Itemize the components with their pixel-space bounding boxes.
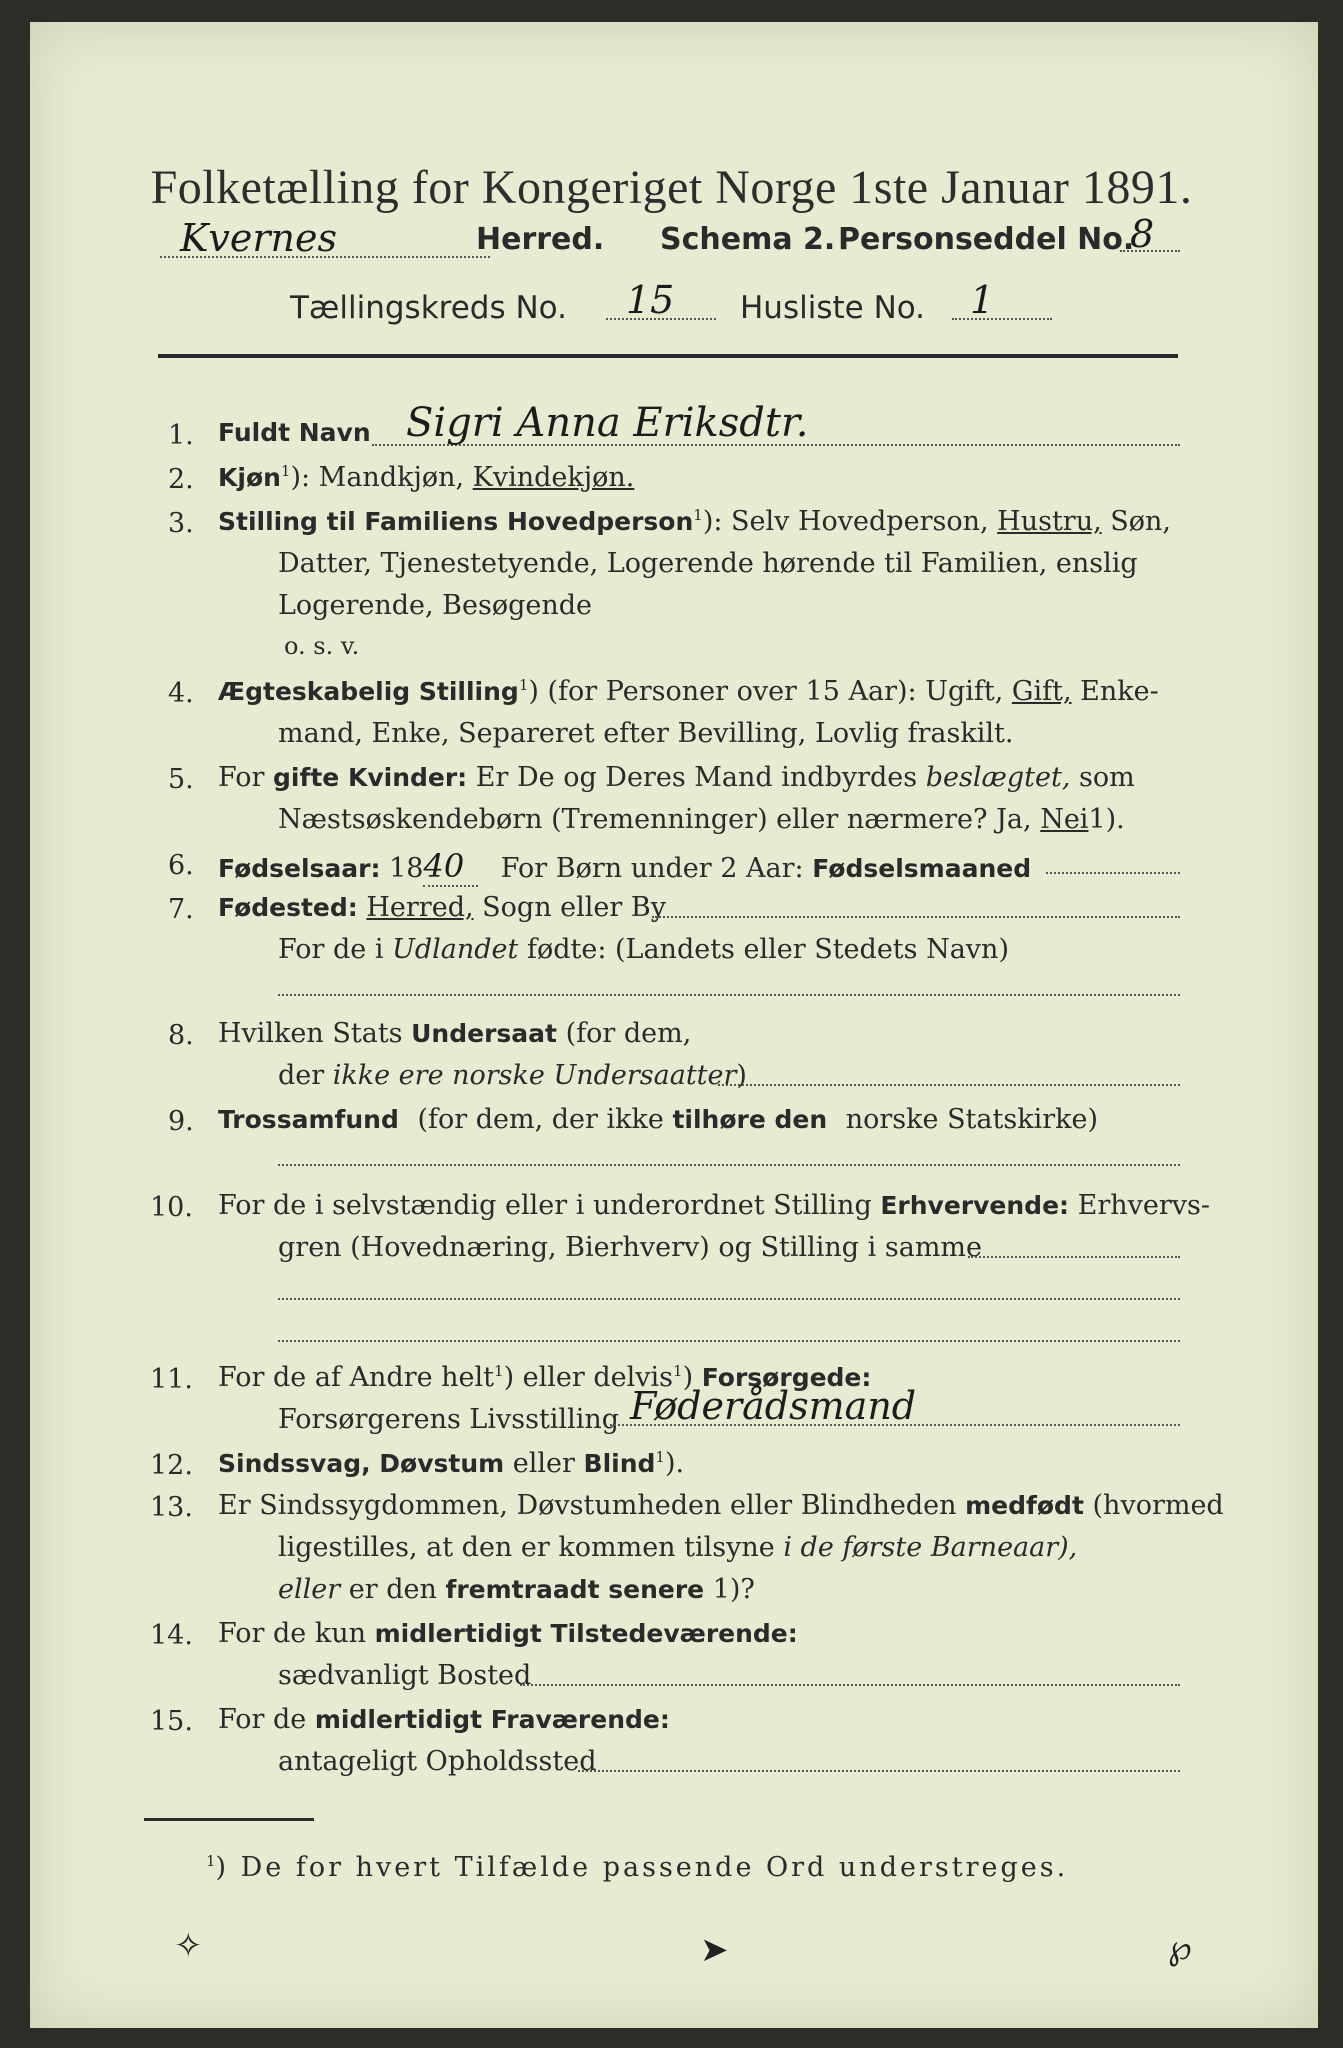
item-8-line-2-a: der xyxy=(278,1060,325,1091)
corner-mark-center-icon: ➤ xyxy=(700,1930,729,1970)
item-5-text-d: som xyxy=(1079,762,1135,793)
item-13-label: medfødt xyxy=(965,1491,1084,1520)
birth-year-value: 40 xyxy=(423,847,478,887)
item-2-sup: 1 xyxy=(280,462,291,480)
item-4-line-2: mand, Enke, Separeret efter Bevilling, Lovlig fraskilt. xyxy=(278,718,1014,749)
item-12-line xyxy=(218,1450,684,1477)
footnote xyxy=(206,1852,1068,1883)
personseddel-value: 8 xyxy=(1130,212,1155,256)
item-7-text-b: Sogn eller By xyxy=(482,892,666,923)
item-7-label: Fødested: xyxy=(218,893,358,922)
schema-label: Schema 2. xyxy=(660,222,836,257)
footnote-text: ) De for hvert Tilfælde passende Ord understreges. xyxy=(215,1852,1069,1883)
birth-year-prefix: 18 xyxy=(389,853,424,884)
item-13-line-3-a: eller xyxy=(278,1574,341,1605)
item-8-label: Undersaat xyxy=(411,1019,557,1048)
item-8-text-a: Hvilken Stats xyxy=(218,1018,403,1049)
kreds-label: Tællingskreds No. xyxy=(290,290,567,326)
item-5-line-1 xyxy=(218,764,1135,791)
item-4-sup: 1 xyxy=(518,676,529,694)
item-13-line-2 xyxy=(278,1534,1077,1561)
item-15-text-a: For de xyxy=(218,1704,307,1735)
item-11-text-a: For de af Andre helt xyxy=(218,1362,495,1393)
item-13-line-3-c: fremtraadt senere xyxy=(445,1575,705,1604)
item-3-selected-option: Hustru, xyxy=(997,506,1102,537)
footnote-rule xyxy=(144,1818,314,1821)
item-5-text-b: Er De og Deres Mand indbyrdes xyxy=(475,762,918,793)
item-4-text-a: ) (for Personer over 15 Aar): Ugift, xyxy=(528,676,1004,707)
occupation-field-3 xyxy=(278,1340,1180,1342)
full-name-value: Sigri Anna Eriksdtr. xyxy=(406,400,809,446)
item-6-number: 6. xyxy=(168,850,194,881)
item-4-line-1 xyxy=(218,678,1159,705)
item-6-label-2: Fødselsmaaned xyxy=(812,854,1032,883)
birth-month-field xyxy=(1046,872,1180,874)
item-12-label: Sindssvag, Døvstum xyxy=(218,1449,505,1478)
item-11-label: Forsørgede: xyxy=(701,1363,872,1392)
item-13-line-1 xyxy=(218,1492,1224,1519)
item-13-number: 13. xyxy=(150,1492,193,1523)
personseddel-label: Personseddel No. xyxy=(838,222,1135,257)
item-3-line-3: Logerende, Besøgende xyxy=(278,590,592,621)
item-9-text-a: (for dem, der ikke xyxy=(417,1104,664,1135)
foreign-birthplace-field xyxy=(278,994,1180,996)
item-13-line-2-a: ligestilles, at den er kommen tilsyne xyxy=(278,1532,775,1563)
item-13-line-3 xyxy=(278,1576,755,1603)
item-6-mid: For Børn under 2 Aar: xyxy=(500,853,804,884)
citizenship-field xyxy=(718,1084,1180,1086)
item-14-line-2: sædvanligt Bosted xyxy=(278,1660,532,1691)
item-15-line-2: antageligt Opholdssted xyxy=(278,1746,597,1777)
occupation-field-1 xyxy=(968,1256,1180,1258)
item-5-number: 5. xyxy=(168,764,194,795)
kreds-value: 15 xyxy=(626,278,675,322)
item-8-line-2-b: ikke ere norske Undersaatter xyxy=(332,1060,737,1091)
item-9-number: 9. xyxy=(168,1106,194,1137)
item-14-number: 14. xyxy=(150,1620,193,1651)
item-8-number: 8. xyxy=(168,1020,194,1051)
item-5-text-a: For xyxy=(218,762,265,793)
item-9-line xyxy=(218,1106,1098,1133)
item-9-label: Trossamfund xyxy=(218,1105,399,1134)
item-1-label: Fuldt Navn xyxy=(218,418,371,447)
item-10-number: 10. xyxy=(150,1192,193,1223)
item-7-line-2 xyxy=(278,936,1009,963)
item-11-text-b: ) eller delvis xyxy=(503,1362,674,1393)
item-15-line-1 xyxy=(218,1706,670,1733)
probable-location-field xyxy=(578,1770,1180,1772)
herred-field xyxy=(160,218,490,262)
item-14-line-1 xyxy=(218,1620,798,1647)
item-3-text-c: Søn, xyxy=(1110,506,1172,537)
item-13-text-b: (hvormed xyxy=(1092,1490,1224,1521)
item-7-line-2-c: fødte: (Landets eller Stedets Navn) xyxy=(526,934,1009,965)
form-title: Folketælling for Kongeriget Norge 1ste Januar 1891. xyxy=(150,161,1193,214)
item-1-number: 1. xyxy=(168,420,194,451)
item-11-text-c: ) xyxy=(682,1362,694,1393)
item-15-number: 15. xyxy=(150,1706,193,1737)
item-5-selected-option: Nei xyxy=(1040,804,1089,835)
item-12-text-a: eller xyxy=(512,1448,575,1479)
husliste-value: 1 xyxy=(970,278,995,322)
provider-occupation-value: Føderådsmand xyxy=(630,1384,917,1428)
item-4-selected-option: Gift, xyxy=(1011,676,1072,707)
item-12-text-b: ). xyxy=(664,1448,685,1479)
personseddel-field xyxy=(1120,212,1180,258)
item-8-line-2-c: ) xyxy=(736,1060,747,1091)
herred-label: Herred. xyxy=(476,222,605,257)
item-12-number: 12. xyxy=(150,1450,193,1481)
item-4-text-c: Enke- xyxy=(1080,676,1159,707)
item-13-line-3-b: er den xyxy=(348,1574,437,1605)
item-5-line-2-a: Næstsøskendebørn (Tremenninger) eller nærmere? Ja, xyxy=(278,804,1032,835)
footnote-sup: 1 xyxy=(206,1852,216,1870)
item-4-number: 4. xyxy=(168,678,194,709)
husliste-label: Husliste No. xyxy=(740,290,926,326)
item-7-number: 7. xyxy=(168,894,194,925)
item-7-selected-option: Herred, xyxy=(366,892,474,923)
item-10-line-2: gren (Hovednæring, Bierhverv) og Stilling i samme xyxy=(278,1232,983,1263)
usual-residence-field xyxy=(520,1684,1180,1686)
item-5-label: gifte Kvinder: xyxy=(273,763,468,792)
item-8-line-1 xyxy=(218,1020,691,1047)
item-13-text-a: Er Sindssygdommen, Døvstumheden eller Blindheden xyxy=(218,1490,957,1521)
corner-mark-right-icon: ℘ xyxy=(1168,1928,1192,1968)
item-3-sup: 1 xyxy=(693,506,703,524)
item-11-sup-1: 1 xyxy=(494,1362,504,1380)
item-11-number: 11. xyxy=(150,1364,193,1395)
item-10-text-a: For de i selvstændig eller i underordnet Stilling xyxy=(218,1190,872,1221)
item-2-number: 2. xyxy=(168,464,194,495)
occupation-field-2 xyxy=(278,1298,1180,1300)
item-8-line-2 xyxy=(278,1062,747,1089)
item-5-text-c: beslægtet, xyxy=(925,762,1071,793)
item-9-text-c: norske Statskirke) xyxy=(845,1104,1098,1135)
item-7-line-1 xyxy=(218,894,666,921)
item-5-line-2-c: 1). xyxy=(1088,804,1125,835)
item-11-line-2: Forsørgerens Livsstilling xyxy=(278,1404,620,1435)
item-15-label: midlertidigt Fraværende: xyxy=(314,1705,670,1734)
item-7-line-2-b: Udlandet xyxy=(392,934,519,965)
item-2-rest: ): Mandkjøn, xyxy=(290,462,465,493)
item-3-text-a: ): Selv Hovedperson, xyxy=(702,506,989,537)
item-3-line-1 xyxy=(218,508,1171,535)
item-6-label: Fødselsaar: xyxy=(218,854,381,883)
item-7-line-2-a: For de i xyxy=(278,934,384,965)
item-11-sup-2: 1 xyxy=(673,1362,683,1380)
header-rule xyxy=(158,354,1178,358)
item-12-sup: 1 xyxy=(655,1448,665,1466)
herred-value: Kvernes xyxy=(180,216,337,260)
item-3-line-2: Datter, Tjenestetyende, Logerende hørende til Familien, enslig xyxy=(278,548,1138,579)
item-2-label: Kjøn xyxy=(218,463,281,492)
religion-field xyxy=(278,1164,1180,1166)
item-3-label: Stilling til Familiens Hovedperson xyxy=(218,507,694,536)
item-10-label: Erhvervende: xyxy=(880,1191,1070,1220)
item-13-line-3-d: 1)? xyxy=(712,1574,755,1605)
item-8-text-b: (for dem, xyxy=(565,1018,692,1049)
item-12-label-2: Blind xyxy=(583,1449,656,1478)
item-2-text xyxy=(218,464,634,491)
item-6-line xyxy=(218,847,1032,885)
item-14-text-a: For de kun xyxy=(218,1618,366,1649)
corner-mark-left-icon: ✧ xyxy=(174,1926,203,1966)
item-14-label: midlertidigt Tilstedeværende: xyxy=(374,1619,798,1648)
item-13-line-2-b: i de første Barneaar), xyxy=(783,1532,1078,1563)
kreds-field xyxy=(606,280,716,326)
birthplace-field xyxy=(652,916,1180,918)
item-3-number: 3. xyxy=(168,508,194,539)
item-3-line-4: o. s. v. xyxy=(284,632,360,660)
full-name-field xyxy=(372,400,1180,450)
provider-occupation-field xyxy=(610,1386,1180,1432)
item-10-text-b: Erhvervs- xyxy=(1077,1190,1211,1221)
item-2-selected-option: Kvindekjøn. xyxy=(472,462,635,493)
item-9-text-b: tilhøre den xyxy=(672,1105,828,1134)
item-10-line-1 xyxy=(218,1192,1210,1219)
item-5-line-2 xyxy=(278,806,1125,833)
husliste-field xyxy=(952,280,1052,326)
item-4-label: Ægteskabelig Stilling xyxy=(218,677,519,706)
